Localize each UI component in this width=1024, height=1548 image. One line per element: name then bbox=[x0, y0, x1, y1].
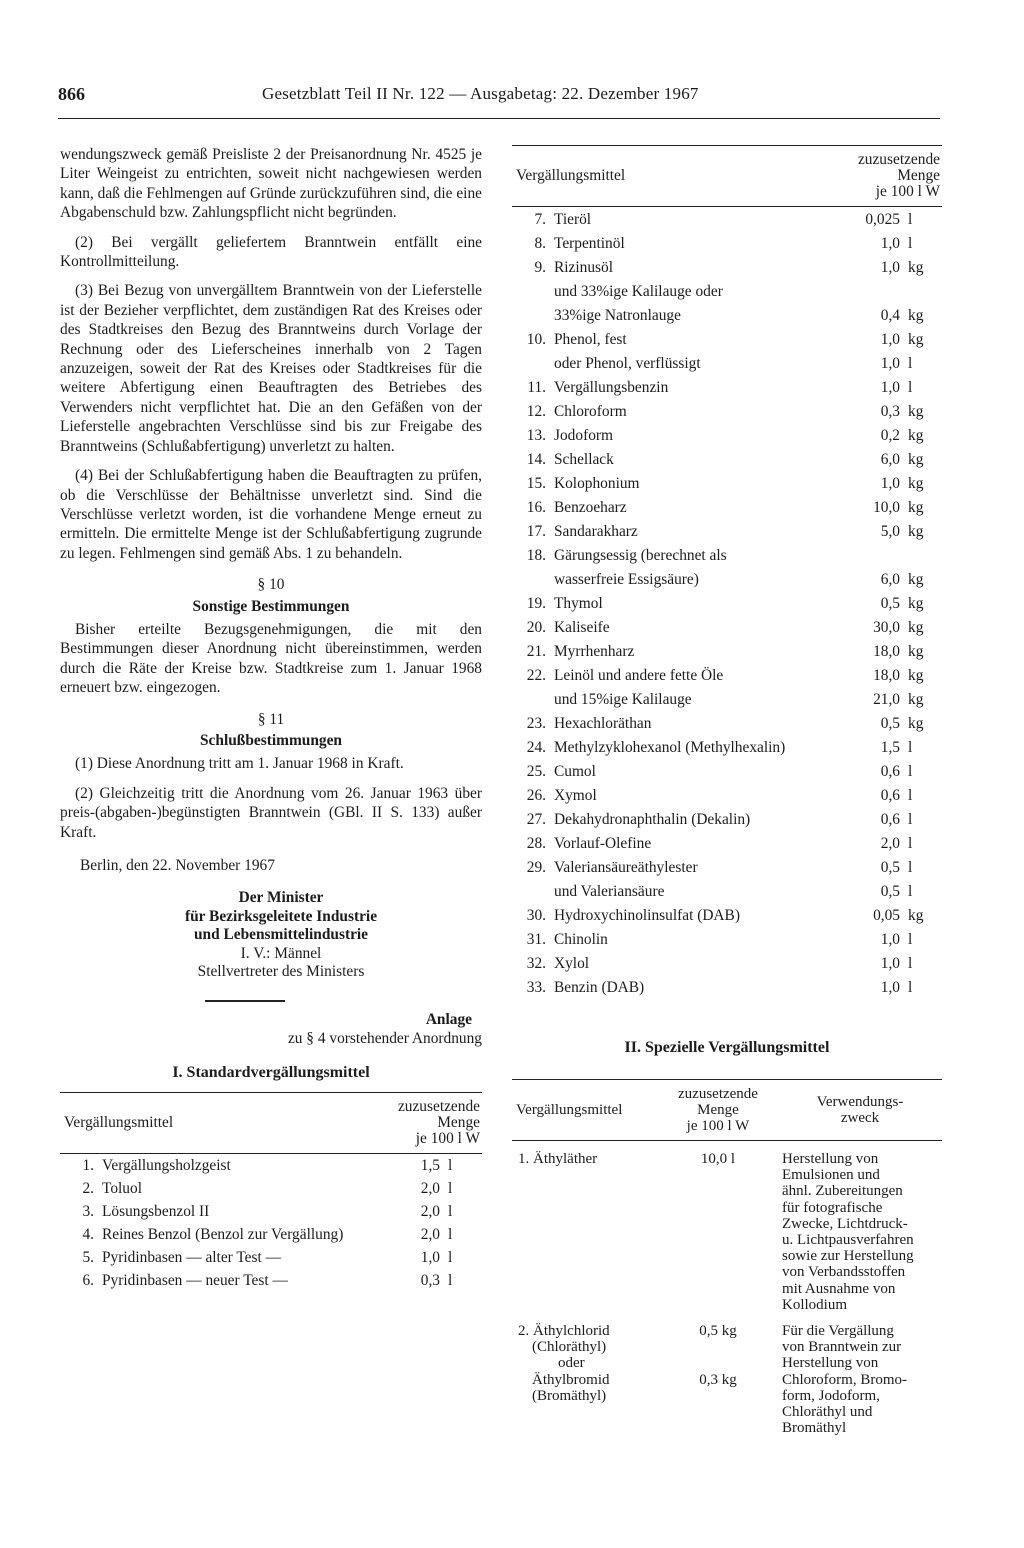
agent-amount: 2,0 bbox=[420, 1203, 440, 1221]
agent-amount: 1,0 bbox=[880, 330, 900, 348]
agent-amount: 5,0 bbox=[880, 522, 900, 540]
table-row bbox=[512, 687, 942, 711]
agent-name: Vergällungsholzgeist bbox=[102, 1157, 231, 1175]
agent-name: Benzoeharz bbox=[554, 498, 627, 516]
row-number: 7. bbox=[534, 210, 546, 228]
agent-amount: 1,0 bbox=[880, 954, 900, 972]
agent-unit: l bbox=[908, 810, 913, 828]
table-row bbox=[512, 951, 942, 975]
row-number: 24. bbox=[526, 738, 546, 756]
row-number: 28. bbox=[526, 834, 546, 852]
section-11-number: § 11 bbox=[257, 710, 285, 728]
row-number: 19. bbox=[526, 594, 546, 612]
table-row bbox=[512, 1313, 942, 1436]
row-number: 3. bbox=[82, 1203, 94, 1221]
column-header-purpose: Verwendungs- zweck bbox=[778, 1080, 942, 1141]
agent-amount: 18,0 bbox=[873, 666, 900, 684]
agent-unit: kg bbox=[908, 522, 924, 540]
agent-name: Toluol bbox=[102, 1180, 142, 1198]
agent-amount: 0,2 bbox=[880, 426, 900, 444]
agent-amount: 1,5 bbox=[880, 738, 900, 756]
table-row bbox=[512, 495, 942, 519]
agent-name: Lösungsbenzol II bbox=[102, 1203, 210, 1221]
agent-unit: l bbox=[908, 954, 913, 972]
agent-name: Valeriansäureäthylester bbox=[554, 858, 698, 876]
agent-unit: l bbox=[908, 354, 913, 372]
row-number: 14. bbox=[526, 450, 546, 468]
right-column bbox=[512, 145, 942, 1436]
agent-unit: l bbox=[448, 1157, 453, 1175]
table-row bbox=[60, 1177, 482, 1200]
signature-role: Stellvertreter des Ministers bbox=[197, 963, 365, 981]
agent-amount: 21,0 bbox=[873, 690, 900, 708]
signature-org-line-1: Der Minister bbox=[238, 889, 324, 907]
agent-unit: kg bbox=[908, 666, 924, 684]
row-number: 22. bbox=[526, 666, 546, 684]
row-number: 21. bbox=[526, 642, 546, 660]
agent-name: Sandarakharz bbox=[554, 522, 638, 540]
agent-amount: 6,0 bbox=[880, 450, 900, 468]
row-number: 20. bbox=[526, 618, 546, 636]
agent-unit: kg bbox=[908, 570, 924, 588]
table-row bbox=[512, 255, 942, 279]
row-number: 30. bbox=[526, 906, 546, 924]
column-header-quantity: zuzusetzende Menge je 100 l W bbox=[826, 146, 942, 207]
table-row bbox=[512, 831, 942, 855]
agent-unit: kg bbox=[908, 450, 924, 468]
agent-name: Dekahydronaphthalin (Dekalin) bbox=[554, 810, 751, 828]
table-row bbox=[512, 855, 942, 879]
agent-amount: 0,025 bbox=[865, 210, 900, 228]
agent-name: Myrrhenharz bbox=[554, 642, 635, 660]
agent-unit: kg bbox=[908, 306, 924, 324]
agent-name: Vorlauf-Olefine bbox=[554, 834, 652, 852]
agent-amount: 30,0 bbox=[873, 618, 900, 636]
table-row bbox=[512, 807, 942, 831]
row-number: 15. bbox=[526, 474, 546, 492]
page-header bbox=[58, 84, 940, 112]
agent-name: Rizinusöl bbox=[554, 258, 613, 276]
left-column bbox=[60, 145, 482, 1292]
agent-name: Chloroform bbox=[554, 402, 627, 420]
row-number: 10. bbox=[526, 330, 546, 348]
agent-unit: l bbox=[908, 786, 913, 804]
agent-name: Hexachloräthan bbox=[554, 714, 652, 732]
agent-unit: l bbox=[908, 930, 913, 948]
row-number bbox=[512, 879, 554, 903]
agent-unit: l bbox=[448, 1249, 453, 1267]
column-header-agent: Vergällungsmittel bbox=[512, 1080, 658, 1141]
row-number: 6. bbox=[82, 1272, 94, 1290]
agent-name: Hydroxychinolinsulfat (DAB) bbox=[554, 906, 740, 924]
agent-name: Phenol, fest bbox=[554, 330, 627, 348]
agent-amount: 2,0 bbox=[420, 1226, 440, 1244]
table-row bbox=[512, 927, 942, 951]
row-number: 1. bbox=[82, 1157, 94, 1175]
agent-unit: l bbox=[908, 738, 913, 756]
place-date: Berlin, den 22. November 1967 bbox=[80, 857, 275, 874]
agent-unit: kg bbox=[908, 426, 924, 444]
agent-amount: 18,0 bbox=[873, 642, 900, 660]
row-number: 25. bbox=[526, 762, 546, 780]
agent-unit: kg bbox=[908, 330, 924, 348]
agent-unit: l bbox=[908, 762, 913, 780]
row-number: 12. bbox=[526, 402, 546, 420]
agent-amount: 0,6 bbox=[880, 810, 900, 828]
agent-amount: 1,0 bbox=[880, 354, 900, 372]
standard-agents-table bbox=[60, 1092, 482, 1292]
table-row bbox=[512, 471, 942, 495]
agent-amount: 2,0 bbox=[420, 1180, 440, 1198]
agent-name: Vergällungsbenzin bbox=[554, 378, 669, 396]
agent-unit: l bbox=[908, 978, 913, 996]
agent-amount: 0,4 bbox=[880, 306, 900, 324]
agent-name: Xymol bbox=[554, 786, 597, 804]
row-number: 29. bbox=[526, 858, 546, 876]
agent-amount: 10,0 bbox=[873, 498, 900, 516]
row-number: 9. bbox=[534, 258, 546, 276]
row-number: 16. bbox=[526, 498, 546, 516]
agent-amount: 0,3 bbox=[880, 402, 900, 420]
agent-name: Leinöl und andere fette Öle bbox=[554, 666, 724, 684]
standard-agents-table-continued bbox=[512, 145, 942, 999]
agent-name: Chinolin bbox=[554, 930, 608, 948]
divider bbox=[205, 1000, 285, 1002]
row-number: 32. bbox=[526, 954, 546, 972]
section-10-title: Sonstige Bestimmungen bbox=[192, 597, 350, 615]
agent-unit: kg bbox=[908, 618, 924, 636]
agent-name: wasserfreie Essigsäure) bbox=[554, 570, 699, 588]
agent-unit: l bbox=[908, 858, 913, 876]
agent-unit: kg bbox=[908, 258, 924, 276]
agent-unit: kg bbox=[908, 594, 924, 612]
table-row bbox=[512, 327, 942, 351]
table-row bbox=[512, 975, 942, 999]
table-row bbox=[512, 231, 942, 255]
agent-name: Benzin (DAB) bbox=[554, 978, 645, 996]
agent-amount: 0,6 bbox=[880, 786, 900, 804]
agent-unit: l bbox=[448, 1226, 453, 1244]
table-row bbox=[512, 735, 942, 759]
table-row bbox=[512, 567, 942, 591]
row-number: 33. bbox=[526, 978, 546, 996]
agent-purpose: Herstellung von Emulsionen und ähnl. Zubereitungen für fotografische Zwecke, Lichtdruck- u. Lichtpausverfahren sowie zur Herstellung von Verbandsstoffen mit Ausnahme von Kollodium bbox=[782, 1151, 914, 1313]
agent-amount bbox=[826, 543, 904, 567]
agent-unit: l bbox=[908, 210, 913, 228]
agent-unit: l bbox=[908, 234, 913, 252]
agent-unit: l bbox=[448, 1180, 453, 1198]
section-10-number: § 10 bbox=[257, 576, 285, 594]
table-row bbox=[512, 783, 942, 807]
row-number: 17. bbox=[526, 522, 546, 540]
special-table-title: II. Spezielle Vergällungsmittel bbox=[624, 1039, 830, 1056]
continued-paragraph: wendungszweck gemäß Preisliste 2 der Preisanordnung Nr. 4525 je Liter Weingeist zu entrichten, soweit nicht nachgewiesen werden kann, daß die Fehlmengen auf Gründe zurückzuführen sind, die eine Abgabenschuld bzw. Zahlungspflicht nicht begründen. bbox=[60, 146, 482, 222]
table-row bbox=[512, 591, 942, 615]
agent-name: Pyridinbasen — alter Test — bbox=[102, 1249, 282, 1267]
table-row bbox=[512, 903, 942, 927]
section-11-paragraph-2: (2) Gleichzeitig tritt die Anordnung vom 26. Januar 1963 über preis-(abgaben-)begünstigten Branntwein (GBl. II S. 133) außer Kraft. bbox=[60, 784, 482, 841]
paragraph-2: (2) Bei vergällt geliefertem Branntwein entfällt eine Kontrollmitteilung. bbox=[60, 233, 482, 271]
agent-name: Schellack bbox=[554, 450, 614, 468]
agent-amount: 1,0 bbox=[880, 258, 900, 276]
agent-name: Jodoform bbox=[554, 426, 613, 444]
signature-block bbox=[80, 889, 482, 982]
paragraph-4: (4) Bei der Schlußabfertigung haben die Beauftragten zu prüfen, ob die Verschlüsse der Behältnisse unverletzt sind. Sind die Verschlüsse verletzt worden, ist die vorhandene Menge erneut zu ermitteln. Die ermittelte Menge ist der Schlußabfertigung zugrunde zu legen. Fehlmengen sind gemäß Abs. 1 zu behandeln. bbox=[60, 467, 482, 562]
paragraph-3: (3) Bei Bezug von unvergälltem Branntwein von der Lieferstelle ist der Bezieher verpflichtet, dem zuständigen Rat des Kreises oder des Stadtkreises den Bezug des Branntweins durch Vorlage der Rechnung oder des Lieferscheines innerhalb von 2 Tagen anzuzeigen, soweit der Rat des Kreises oder Stadtkreises für die weitere Abfertigung einen Beauftragten des Betriebes des Verwenders nicht verpflichtet hat. Die an den Gefäßen von der Lieferstelle angebrachten Verschlüsse sind bis zur Freigabe des Branntweins (Schlußabfertigung) unverletzt zu halten. bbox=[60, 282, 482, 455]
agent-unit: kg bbox=[908, 498, 924, 516]
table-row bbox=[60, 1200, 482, 1223]
table-row bbox=[512, 759, 942, 783]
column-header-quantity: zuzusetzende Menge je 100 l W bbox=[658, 1080, 778, 1141]
section-10-text: Bisher erteilte Bezugsgenehmigungen, die mit den Bestimmungen dieser Anordnung nicht übereinstimmen, werden durch die Räte der Kreise bzw. Stadtkreise zum 1. Januar 1968 erneuert bzw. eingezogen. bbox=[60, 620, 482, 697]
special-agents-table bbox=[512, 1079, 942, 1436]
agent-quantity: 0,5 kg 0,3 kg bbox=[699, 1323, 737, 1388]
row-number: 4. bbox=[82, 1226, 94, 1244]
section-11-title: Schlußbestimmungen bbox=[200, 731, 342, 749]
agent-name: Pyridinbasen — neuer Test — bbox=[102, 1272, 288, 1290]
row-number: 18. bbox=[526, 546, 546, 564]
agent-name: Gärungsessig (berechnet als bbox=[554, 546, 727, 564]
agent-amount: 1,0 bbox=[880, 978, 900, 996]
agent-name: Methylzyklohexanol (Methylhexalin) bbox=[554, 738, 786, 756]
row-number: 31. bbox=[526, 930, 546, 948]
column-header-agent: Vergällungsmittel bbox=[60, 1093, 366, 1154]
table-row bbox=[60, 1154, 482, 1178]
agent-name: 2. Äthylchlorid (Chloräthyl) oder Äthylbromid (Bromäthyl) bbox=[518, 1323, 610, 1404]
row-number: 27. bbox=[526, 810, 546, 828]
running-head: Gesetzblatt Teil II Nr. 122 — Ausgabetag: 22. Dezember 1967 bbox=[262, 84, 699, 103]
annex-title: Anlage bbox=[425, 1010, 472, 1028]
table-row bbox=[512, 1141, 942, 1314]
agent-name: Cumol bbox=[554, 762, 596, 780]
row-number: 26. bbox=[526, 786, 546, 804]
row-number bbox=[512, 279, 554, 303]
agent-unit: kg bbox=[908, 690, 924, 708]
table-row bbox=[512, 519, 942, 543]
signature-org-line-2: für Bezirksgeleitete Industrie bbox=[184, 907, 378, 925]
table-row bbox=[512, 423, 942, 447]
table-row bbox=[512, 279, 942, 303]
agent-unit: l bbox=[448, 1203, 453, 1221]
agent-unit: kg bbox=[908, 642, 924, 660]
agent-amount: 1,5 bbox=[420, 1157, 440, 1175]
row-number: 23. bbox=[526, 714, 546, 732]
table-row bbox=[512, 447, 942, 471]
agent-amount: 0,5 bbox=[880, 858, 900, 876]
agent-amount: 0,3 bbox=[420, 1272, 440, 1290]
row-number bbox=[512, 351, 554, 375]
agent-name: Reines Benzol (Benzol zur Vergällung) bbox=[102, 1226, 344, 1244]
signature-name: I. V.: Männel bbox=[240, 944, 322, 962]
row-number: 8. bbox=[534, 234, 546, 252]
agent-amount: 0,5 bbox=[880, 882, 900, 900]
agent-quantity: 10,0 l bbox=[700, 1151, 736, 1167]
agent-unit: kg bbox=[908, 714, 924, 732]
table-row bbox=[512, 663, 942, 687]
agent-amount: 6,0 bbox=[880, 570, 900, 588]
agent-amount: 0,5 bbox=[880, 714, 900, 732]
table-row bbox=[60, 1246, 482, 1269]
annex-subtitle: zu § 4 vorstehender Anordnung bbox=[287, 1030, 482, 1048]
agent-amount: 0,6 bbox=[880, 762, 900, 780]
table-row bbox=[512, 207, 942, 232]
table-row bbox=[512, 303, 942, 327]
page-number: 866 bbox=[58, 84, 85, 104]
table-row bbox=[60, 1269, 482, 1292]
agent-amount: 1,0 bbox=[420, 1249, 440, 1267]
row-number bbox=[512, 687, 554, 711]
agent-amount: 2,0 bbox=[880, 834, 900, 852]
agent-unit: kg bbox=[908, 474, 924, 492]
agent-name: Kaliseife bbox=[554, 618, 610, 636]
agent-amount: 0,05 bbox=[873, 906, 900, 924]
table-row bbox=[512, 399, 942, 423]
table-row bbox=[512, 351, 942, 375]
agent-name: Xylol bbox=[554, 954, 590, 972]
signature-org-line-3: und Lebensmittelindustrie bbox=[193, 926, 369, 944]
agent-purpose: Für die Vergällung von Branntwein zur Herstellung von Chloroform, Bromo- form, Jodoform, Chloräthyl und Bromäthyl bbox=[782, 1323, 907, 1437]
agent-name: 1. Äthyläther bbox=[518, 1151, 598, 1167]
agent-unit: l bbox=[908, 834, 913, 852]
agent-unit: l bbox=[908, 882, 913, 900]
row-number: 13. bbox=[526, 426, 546, 444]
agent-unit bbox=[904, 279, 942, 303]
agent-amount: 1,0 bbox=[880, 378, 900, 396]
agent-name: oder Phenol, verflüssigt bbox=[554, 354, 701, 372]
agent-unit: kg bbox=[908, 906, 924, 924]
agent-unit bbox=[904, 543, 942, 567]
table-row bbox=[512, 375, 942, 399]
table-row bbox=[512, 711, 942, 735]
row-number: 2. bbox=[82, 1180, 94, 1198]
agent-amount bbox=[826, 279, 904, 303]
column-header-agent: Vergällungsmittel bbox=[512, 146, 826, 207]
agent-name: und Valeriansäure bbox=[554, 882, 665, 900]
row-number: 11. bbox=[527, 378, 546, 396]
row-number bbox=[512, 567, 554, 591]
header-rule bbox=[58, 118, 940, 119]
agent-name: Terpentinöl bbox=[554, 234, 625, 252]
agent-name: Thymol bbox=[554, 594, 603, 612]
agent-name: 33%ige Natronlauge bbox=[554, 306, 681, 324]
agent-unit: kg bbox=[908, 402, 924, 420]
agent-unit: l bbox=[908, 378, 913, 396]
section-11-paragraph-1: (1) Diese Anordnung tritt am 1. Januar 1968 in Kraft. bbox=[75, 755, 404, 773]
table-row bbox=[512, 615, 942, 639]
agent-amount: 1,0 bbox=[880, 234, 900, 252]
row-number: 5. bbox=[82, 1249, 94, 1267]
row-number bbox=[512, 303, 554, 327]
table-row bbox=[512, 639, 942, 663]
standard-table-title: I. Standardvergällungsmittel bbox=[172, 1063, 370, 1081]
agent-name: und 33%ige Kalilauge oder bbox=[554, 282, 723, 300]
column-header-quantity: zuzusetzende Menge je 100 l W bbox=[366, 1093, 482, 1154]
agent-name: Tieröl bbox=[554, 210, 592, 228]
agent-name: und 15%ige Kalilauge bbox=[554, 690, 692, 708]
agent-name: Kolophonium bbox=[554, 474, 640, 492]
agent-amount: 1,0 bbox=[880, 930, 900, 948]
agent-amount: 0,5 bbox=[880, 594, 900, 612]
table-row bbox=[512, 879, 942, 903]
agent-amount: 1,0 bbox=[880, 474, 900, 492]
table-row bbox=[60, 1223, 482, 1246]
table-row bbox=[512, 543, 942, 567]
agent-unit: l bbox=[448, 1272, 453, 1290]
